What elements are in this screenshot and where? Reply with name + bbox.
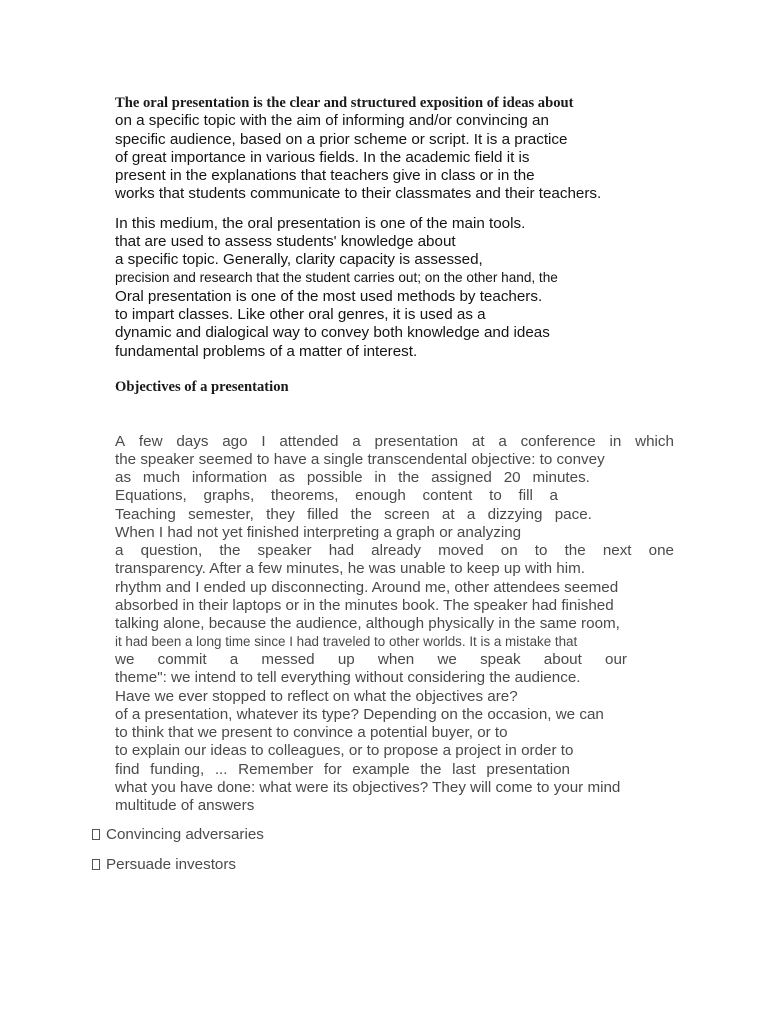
word: pace. [554, 506, 592, 523]
bullet-square-icon [92, 829, 100, 840]
word: a [549, 487, 558, 504]
word: graphs, [203, 487, 255, 504]
word: assigned [431, 469, 492, 486]
word: moved [438, 542, 484, 559]
word: few [138, 433, 163, 450]
paragraph-2-line-4: precision and research that the student carries out; on the other hand, the [115, 270, 558, 285]
word: content [422, 487, 473, 504]
word: ... [214, 761, 228, 778]
word: Teaching [115, 506, 176, 523]
word: fill [518, 487, 533, 504]
word: information [191, 469, 268, 486]
word: had [328, 542, 355, 559]
word: when [377, 651, 415, 668]
word: we [115, 651, 135, 668]
bullet-item [92, 856, 236, 874]
word: presentation [374, 433, 459, 450]
paragraph-1-line-1: The oral presentation is the clear and structured exposition of ideas about [115, 95, 574, 111]
word: speak [480, 651, 521, 668]
word: already [371, 542, 421, 559]
word: messed [261, 651, 315, 668]
word: speaker [257, 542, 312, 559]
word: the [398, 469, 420, 486]
paragraph-3-line-15: Have we ever stopped to reflect on what the objectives are? [115, 688, 518, 705]
paragraph-3-line-1 [115, 433, 674, 451]
paragraph-1-line-6: works that students communicate to their classmates and their teachers. [115, 185, 602, 202]
paragraph-3-line-8: transparency. After a few minutes, he was unable to keep up with him. [115, 560, 585, 577]
paragraph-3-line-10: absorbed in their laptops or in the minutes book. The speaker had finished [115, 597, 614, 614]
paragraph-3-line-19 [115, 761, 570, 779]
word: the [420, 761, 442, 778]
paragraph-3-line-11: talking alone, because the audience, although physically in the same room, [115, 615, 620, 632]
word: example [352, 761, 410, 778]
word: enough [355, 487, 406, 504]
word: question, [140, 542, 203, 559]
bullet-label: Persuade investors [106, 856, 237, 873]
paragraph-3-line-12: it had been a long time since I had traveled to other worlds. It is a mistake that [115, 634, 578, 649]
paragraph-2-line-5: Oral presentation is one of the most used methods by teachers. [115, 288, 543, 305]
section-heading: Objectives of a presentation [115, 379, 289, 395]
word: funding, [150, 761, 205, 778]
bullet-item [92, 826, 264, 844]
paragraph-3-line-17: to think that we present to convince a potential buyer, or to [115, 724, 508, 741]
paragraph-3-line-6: When I had not yet finished interpreting a graph or analyzing [115, 524, 522, 541]
word: our [605, 651, 627, 668]
word: a [352, 433, 361, 450]
paragraph-1-line-4: of great importance in various fields. In the academic field it is [115, 149, 530, 166]
word: the [564, 542, 586, 559]
paragraph-3-line-2: the speaker seemed to have a single transcendental objective: to convey [115, 451, 605, 468]
word: A [115, 433, 126, 450]
word: to [489, 487, 502, 504]
word: in [374, 469, 387, 486]
word: for [323, 761, 342, 778]
word: next [602, 542, 632, 559]
paragraph-2-line-8: fundamental problems of a matter of interest. [115, 343, 418, 360]
word: a [229, 651, 239, 668]
word: the [350, 506, 372, 523]
word: find [115, 761, 140, 778]
word: ago [222, 433, 248, 450]
paragraph-2-line-6: to impart classes. Like other oral genres, it is used as a [115, 306, 486, 323]
word: in [609, 433, 622, 450]
word: commit [157, 651, 207, 668]
word: Remember [238, 761, 314, 778]
paragraph-3-line-18: to explain our ideas to colleagues, or to propose a project in order to [115, 742, 574, 759]
word: at [441, 506, 455, 523]
paragraph-3-line-16: of a presentation, whatever its type? Depending on the occasion, we can [115, 706, 604, 723]
word: presentation [486, 761, 570, 778]
paragraph-1-line-5: present in the explanations that teachers give in class or in the [115, 167, 535, 184]
paragraph-3-line-14: theme": we intend to tell everything without considering the audience. [115, 669, 581, 686]
word: at [471, 433, 485, 450]
paragraph-2-line-1: In this medium, the oral presentation is one of the main tools. [115, 215, 526, 232]
paragraph-2-line-2: that are used to assess students' knowledge about [115, 233, 456, 250]
word: I [261, 433, 266, 450]
paragraph-2-line-7: dynamic and dialogical way to convey both knowledge and ideas [115, 324, 550, 341]
word: semester, [188, 506, 254, 523]
word: minutes. [532, 469, 590, 486]
paragraph-1-line-2: on a specific topic with the aim of informing and/or convincing an [115, 112, 549, 129]
bullet-label: Convincing adversaries [106, 826, 264, 843]
word: one [648, 542, 674, 559]
word: they [266, 506, 295, 523]
paragraph-3-line-7 [115, 542, 674, 560]
word: on [500, 542, 518, 559]
word: the [219, 542, 241, 559]
word: attended [279, 433, 339, 450]
paragraph-3-line-5 [115, 506, 592, 524]
word: as [278, 469, 295, 486]
word: a [466, 506, 476, 523]
word: 20 [503, 469, 521, 486]
word: to [534, 542, 548, 559]
paragraph-2-line-3: a specific topic. Generally, clarity capacity is assessed, [115, 251, 483, 268]
word: screen [384, 506, 430, 523]
paragraph-3-line-20: what you have done: what were its objectives? They will come to your mind [115, 779, 621, 796]
word: a [115, 542, 124, 559]
word: days [176, 433, 209, 450]
word: much [142, 469, 181, 486]
word: Equations, [115, 487, 187, 504]
paragraph-3-line-9: rhythm and I ended up disconnecting. Around me, other attendees seemed [115, 579, 619, 596]
paragraph-3-line-4 [115, 487, 558, 505]
word: up [337, 651, 355, 668]
word: as [115, 469, 132, 486]
paragraph-3-line-3 [115, 469, 590, 487]
paragraph-3-line-13 [115, 651, 627, 669]
paragraph-3-line-21: multitude of answers [115, 797, 255, 814]
word: last [452, 761, 476, 778]
bullet-square-icon [92, 859, 100, 870]
word: which [635, 433, 674, 450]
word: possible [306, 469, 363, 486]
word: filled [307, 506, 339, 523]
word: conference [520, 433, 596, 450]
word: theorems, [270, 487, 339, 504]
word: we [437, 651, 457, 668]
paragraph-1-line-3: specific audience, based on a prior scheme or script. It is a practice [115, 131, 568, 148]
word: dizzying [487, 506, 543, 523]
word: a [498, 433, 507, 450]
word: about [543, 651, 582, 668]
